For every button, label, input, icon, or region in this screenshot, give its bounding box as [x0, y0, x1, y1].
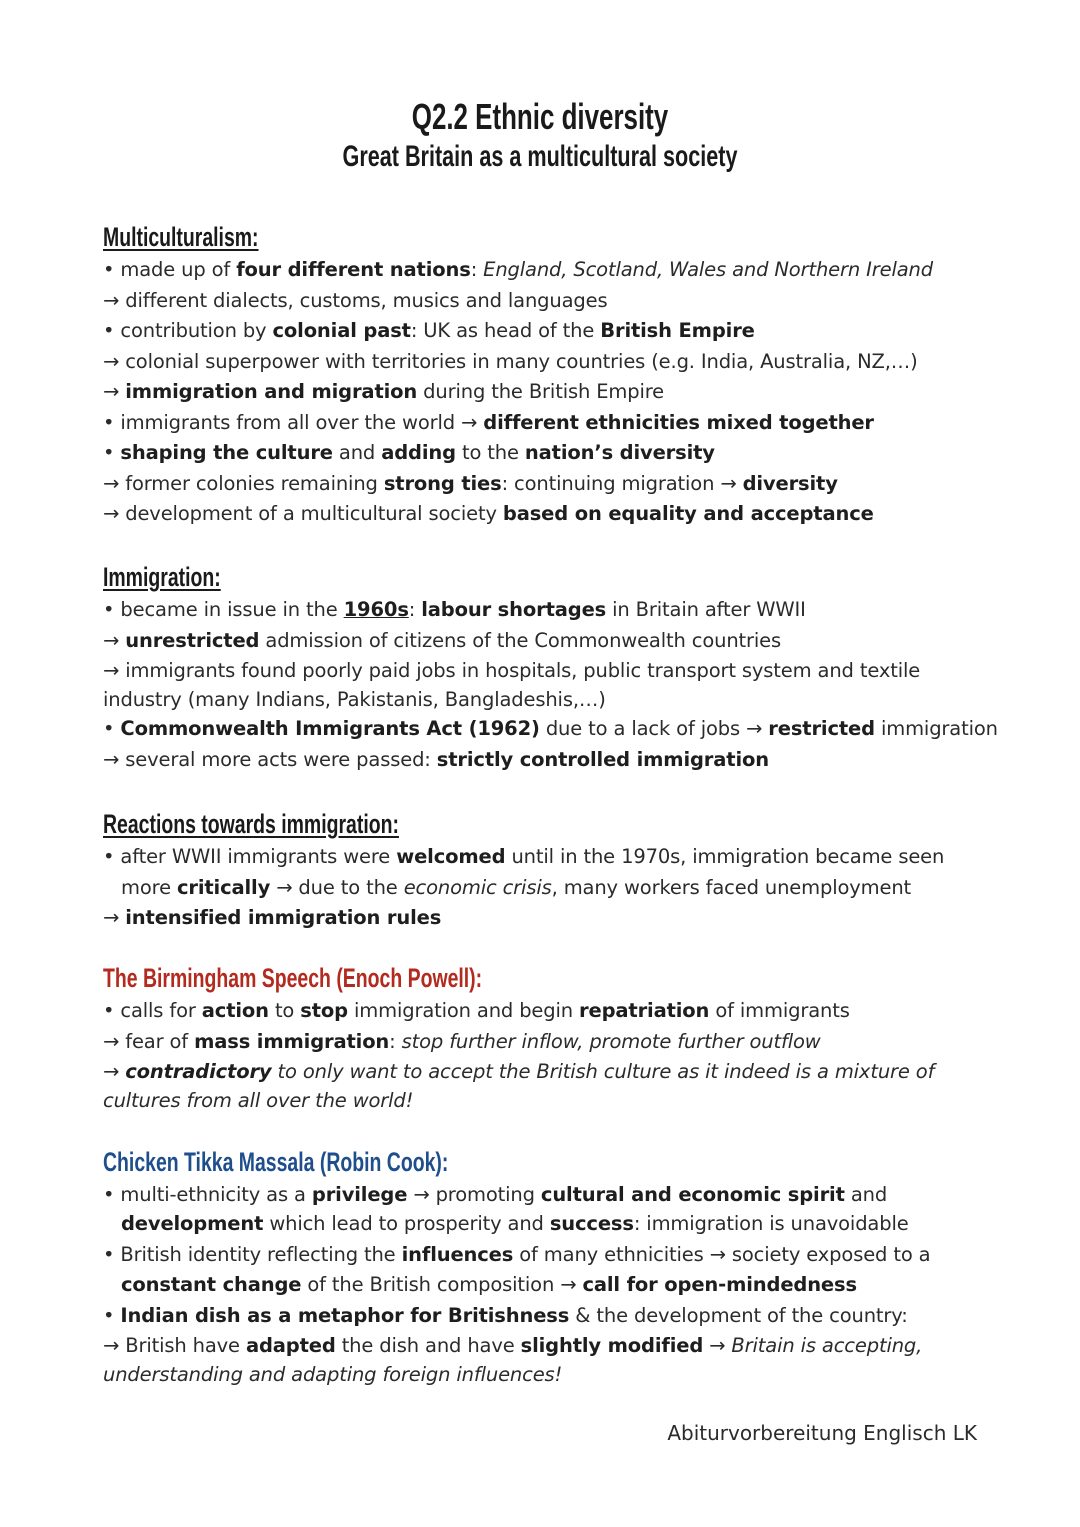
bullet-line: • contribution by colonial past: UK as head of the British Empire	[103, 319, 755, 342]
continuation-line: more critically → due to the economic crisis, many workers faced unemployment	[121, 875, 912, 899]
page-title: Q2.2 Ethnic diversity	[411, 96, 669, 137]
bullet-line: • multi-ethnicity as a privilege → promoting cultural and economic spirit and	[103, 1183, 888, 1206]
bullet-line: • calls for action to stop immigration and begin repatriation of immigrants	[103, 999, 850, 1022]
arrow-line: → immigration and migration during the British Empire	[103, 380, 665, 403]
section-immigration	[103, 562, 1003, 775]
arrow-line: → several more acts were passed: strictly controlled immigration	[103, 747, 769, 771]
continuation-line: industry (many Indians, Pakistanis, Bangladeshis,…)	[103, 688, 606, 711]
bullet-line: • after WWII immigrants were welcomed until in the 1970s, immigration became seen	[103, 845, 945, 868]
page-footer: Abiturvorbereitung Englisch LK	[667, 1421, 977, 1445]
continuation-line: development which lead to prosperity and success: immigration is unavoidable	[121, 1212, 909, 1235]
section-reactions	[103, 809, 1003, 934]
bullet-line: • Commonwealth Immigrants Act (1962) due to a lack of jobs → restricted immigration	[103, 717, 998, 740]
continuation-line: constant change of the British composition → call for open-mindedness	[121, 1273, 857, 1296]
arrow-line: → colonial superpower with territories in many countries (e.g. India, Australia, NZ,…)	[103, 349, 918, 373]
arrow-line: → former colonies remaining strong ties: continuing migration → diversity	[103, 471, 838, 495]
section-heading: The Birmingham Speech (Enoch Powell):	[103, 963, 483, 993]
section-heading: Reactions towards immigration:	[103, 809, 399, 839]
section-chicken-tikka-massala	[103, 1147, 1003, 1389]
bullet-line: • British identity reflecting the influences of many ethnicities → society exposed to a	[103, 1242, 931, 1266]
page-subtitle: Great Britain as a multicultural society	[342, 140, 738, 173]
section-birmingham-speech	[103, 963, 1003, 1115]
arrow-line: → British have adapted the dish and have slightly modified → Britain is accepting,	[103, 1334, 923, 1357]
section-heading: Chicken Tikka Massala (Robin Cook):	[103, 1147, 449, 1177]
continuation-line: understanding and adapting foreign influences!	[103, 1363, 563, 1386]
section-heading: Immigration:	[103, 562, 221, 592]
bullet-line: • shaping the culture and adding to the nation’s diversity	[103, 441, 715, 464]
arrow-line: → immigrants found poorly paid jobs in hospitals, public transport system and textile	[103, 659, 921, 682]
bullet-line: • made up of four different nations: England, Scotland, Wales and Northern Ireland	[103, 258, 933, 281]
arrow-line: → intensified immigration rules	[103, 906, 442, 929]
section-multiculturalism	[103, 222, 1003, 530]
arrow-line: → fear of mass immigration: stop further inflow, promote further outflow	[103, 1029, 821, 1053]
bullet-line: • immigrants from all over the world → different ethnicities mixed together	[103, 410, 874, 434]
bullet-line: • became in issue in the 1960s: labour shortages in Britain after WWII	[103, 598, 806, 621]
section-heading: Multiculturalism:	[103, 222, 259, 252]
arrow-line: → contradictory to only want to accept the British culture as it indeed is a mixture of	[103, 1060, 935, 1083]
arrow-line: → unrestricted admission of citizens of the Commonwealth countries	[103, 628, 782, 652]
continuation-line: cultures from all over the world!	[103, 1089, 414, 1112]
bullet-line: • Indian dish as a metaphor for Britishness & the development of the country:	[103, 1303, 908, 1327]
arrow-line: → different dialects, customs, musics and languages	[103, 288, 608, 312]
arrow-line: → development of a multicultural society based on equality and acceptance	[103, 502, 874, 525]
